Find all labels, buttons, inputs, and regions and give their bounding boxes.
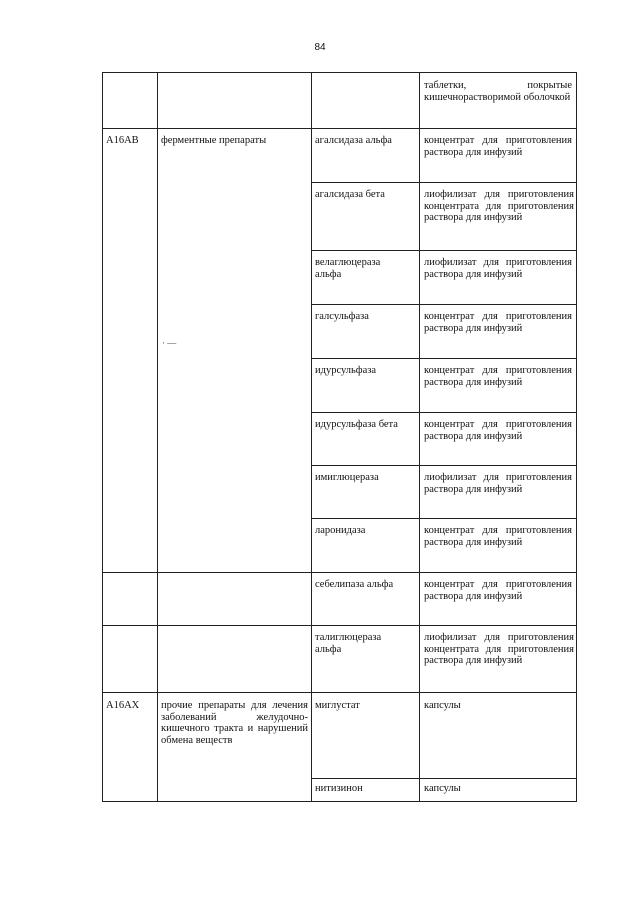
drug-name-cell: агалсидаза альфа <box>315 135 392 146</box>
dosage-form-cell: концентрат для приготовления раствора для инфузий <box>424 135 572 158</box>
drug-name-cell: талиглюцераза альфа <box>315 632 382 655</box>
row-divider <box>311 250 577 251</box>
table-border-top <box>102 72 577 73</box>
row-divider <box>102 128 577 129</box>
drug-table <box>102 72 577 802</box>
row-divider <box>311 358 577 359</box>
row-divider <box>102 572 577 573</box>
dosage-form-cell: концентрат для приготовления раствора для инфузий <box>424 579 572 602</box>
dosage-form-cell: лиофилизат для приготовления раствора для инфузий <box>424 257 572 280</box>
drug-name-cell: миглустат <box>315 700 360 711</box>
drug-name-cell: имиглюцераза <box>315 472 379 483</box>
dosage-form-cell: капсулы <box>424 783 461 794</box>
row-divider <box>102 625 577 626</box>
row-divider <box>311 778 577 779</box>
atc-code-cell: A16AX <box>106 700 140 711</box>
table-border-bottom <box>102 801 577 802</box>
dosage-form-cell: концентрат для приготовления раствора для инфузий <box>424 311 572 334</box>
dosage-form-cell: капсулы <box>424 700 461 711</box>
drug-name-cell: нитизинон <box>315 783 363 794</box>
row-divider <box>311 465 577 466</box>
dosage-form-cell: лиофилизат для приготовления концентрата для приготовления раствора для инфузий <box>424 632 574 666</box>
atc-code-cell: A16AB <box>106 135 139 146</box>
dosage-form-cell: концентрат для приготовления раствора для инфузий <box>424 525 572 548</box>
drug-name-cell: галсульфаза <box>315 311 369 322</box>
row-divider <box>311 182 577 183</box>
dosage-form-cell: лиофилизат для приготовления раствора для инфузий <box>424 472 572 495</box>
row-divider <box>311 412 577 413</box>
drug-name-cell: идурсульфаза бета <box>315 419 398 430</box>
dosage-form-cell: концентрат для приготовления раствора для инфузий <box>424 365 572 388</box>
group-name-cell: прочие препараты для лечения заболеваний желудочно-кишечного тракта и нарушений обмена веществ <box>161 700 308 746</box>
drug-name-cell: агалсидаза бета <box>315 189 385 200</box>
row-divider <box>102 692 577 693</box>
row-divider <box>311 304 577 305</box>
page-number: 84 <box>314 42 326 53</box>
group-name-cell: ферментные препараты <box>161 135 267 146</box>
dosage-form-cell: таблетки, покрытые кишечнорастворимой оболочкой <box>424 80 572 103</box>
dosage-form-cell: концентрат для приготовления раствора для инфузий <box>424 419 572 442</box>
row-divider <box>311 518 577 519</box>
scan-mark: · — <box>162 338 177 348</box>
drug-name-cell: идурсульфаза <box>315 365 377 376</box>
drug-name-cell: ларонидаза <box>315 525 366 536</box>
dosage-form-cell: лиофилизат для приготовления концентрата для приготовления раствора для инфузий <box>424 189 574 223</box>
drug-name-cell: велаглюцераза альфа <box>315 257 381 280</box>
drug-name-cell: себелипаза альфа <box>315 579 394 590</box>
